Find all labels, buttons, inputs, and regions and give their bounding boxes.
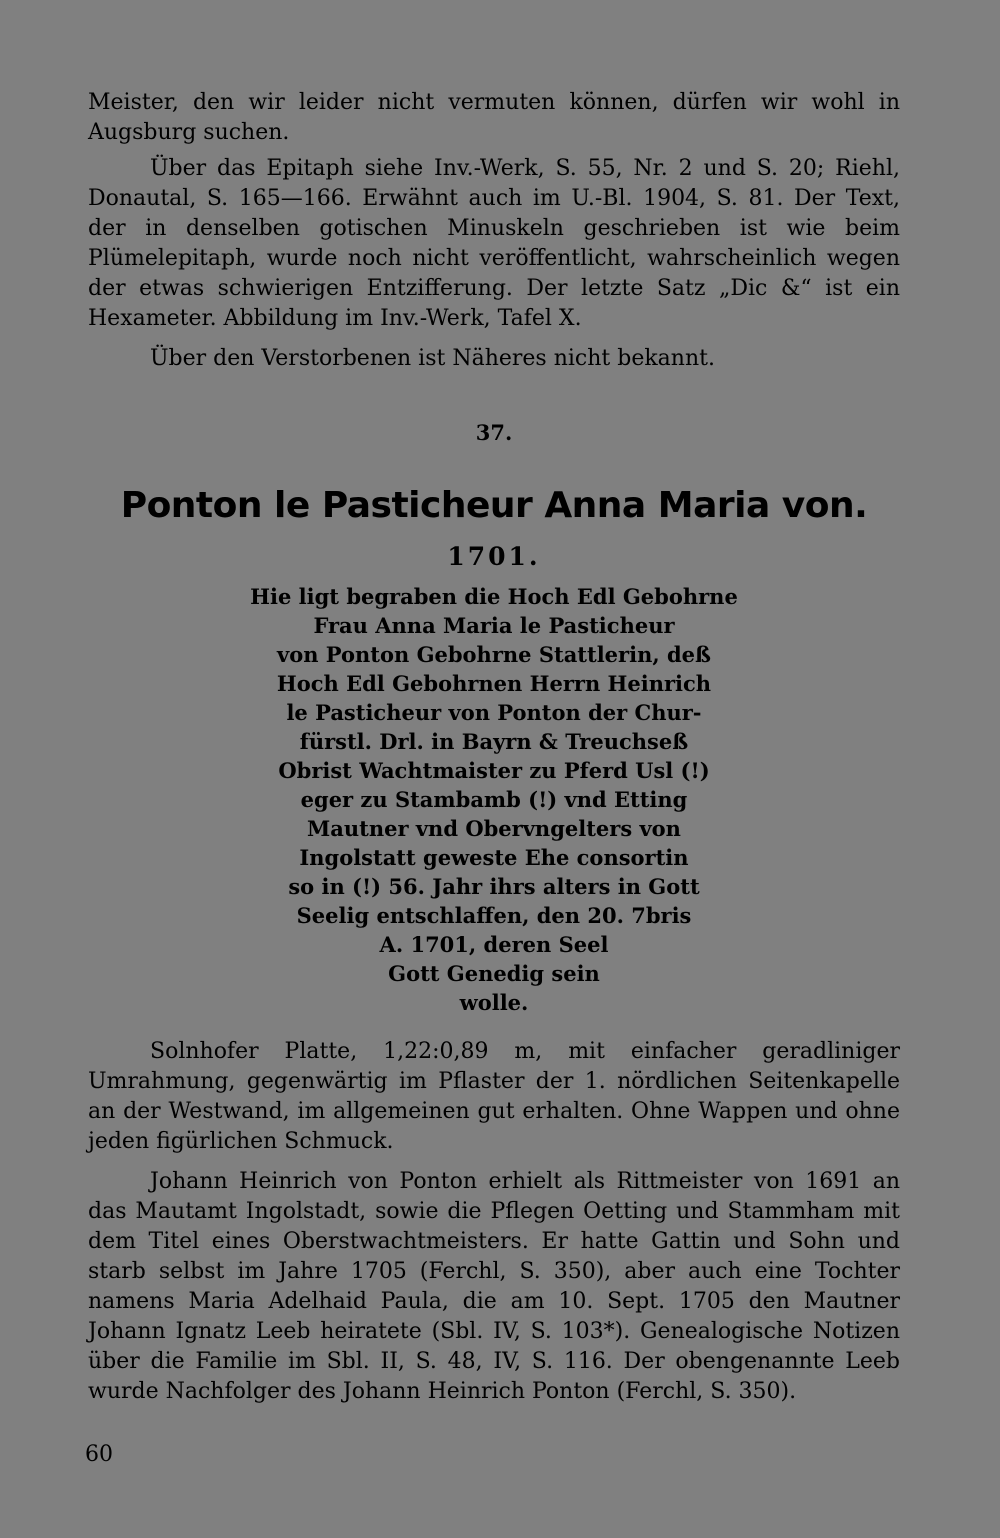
inscription-line: fürstl. Drl. in Bayrn & Treuchseß [299, 729, 689, 754]
page-body [88, 88, 900, 1407]
inscription-line: Hie ligt begraben die Hoch Edl Gebohrne [250, 584, 738, 609]
section-year: 1701. [447, 542, 541, 571]
inscription-line: Hoch Edl Gebohrnen Herrn Heinrich [276, 671, 712, 696]
paragraph-deceased-note: Über den Verstorbenen ist Näheres nicht bekannt. [150, 346, 715, 371]
inscription-line: Frau Anna Maria le Pasticheur [313, 613, 675, 638]
inscription-line: le Pasticheur von Ponton der Chur- [286, 700, 702, 725]
epitaph-inscription [88, 582, 900, 1017]
page-number: 60 [85, 1442, 113, 1467]
inscription-line: Ingolstatt geweste Ehe consortin [299, 845, 689, 870]
paragraph-epitaph-references: Über das Epitaph siehe Inv.-Werk, S. 55, Nr. 2 und S. 20; Riehl, Donautal, S. 165—166. Erwähnt auch im U.-Bl. 1904, S. 81. Der Text, der in denselben gotischen Minuskeln geschrieben ist wie beim Plümelepitaph, wurde noch nicht veröffentlicht, wahrscheinlich wegen der etwas schwierigen Entzifferung. Der letzte Satz „Dic &“ ist ein Hexameter. Abbildung im Inv.-Werk, Tafel X. [88, 156, 900, 331]
paragraph-family-history: Johann Heinrich von Ponton erhielt als Rittmeister von 1691 an das Mautamt Ingolstadt, sowie die Pflegen Oetting und Stammham mit dem Titel eines Oberstwachtmeisters. Er hatte Gattin und Sohn und starb selbst im Jahre 1705 (Ferchl, S. 350), aber auch eine Tochter namens Maria Adelhaid Paula, die am 10. Sept. 1705 den Mautner Johann Ignatz Leeb heiratete (Sbl. IV, S. 103*). Genealogische Notizen über die Familie im Sbl. II, S. 48, IV, S. 116. Der obengenannte Leeb wurde Nachfolger des Johann Heinrich Ponton (Ferchl, S. 350). [88, 1169, 900, 1404]
inscription-line: Mautner vnd Obervngelters von [307, 816, 681, 841]
inscription-line: wolle. [459, 990, 529, 1015]
section-title: Ponton le Pasticheur Anna Maria von. [120, 485, 868, 526]
inscription-line: Seelig entschlaffen, den 20. 7bris [296, 903, 692, 928]
paragraph-continuation: Meister, den wir leider nicht vermuten können, dürfen wir wohl in Augsburg suchen. [88, 90, 900, 145]
section-number: 37. [475, 420, 513, 445]
inscription-line: eger zu Stambamb (!) vnd Etting [300, 787, 688, 812]
inscription-line: von Ponton Gebohrne Stattlerin, deß [277, 642, 711, 667]
inscription-line: Gott Genedig sein [388, 961, 600, 986]
inscription-line: A. 1701, deren Seel [379, 932, 609, 957]
inscription-line: Obrist Wachtmaister zu Pferd Usl (!) [278, 758, 710, 783]
inscription-line: so in (!) 56. Jahr ihrs alters in Gott [288, 874, 700, 899]
paragraph-slab-description: Solnhofer Platte, 1,22:0,89 m, mit einfacher geradliniger Umrahmung, gegenwärtig im Pflaster der 1. nördlichen Seitenkapelle an der Westwand, im allgemeinen gut erhalten. Ohne Wappen und ohne jeden figürlichen Schmuck. [88, 1039, 900, 1154]
